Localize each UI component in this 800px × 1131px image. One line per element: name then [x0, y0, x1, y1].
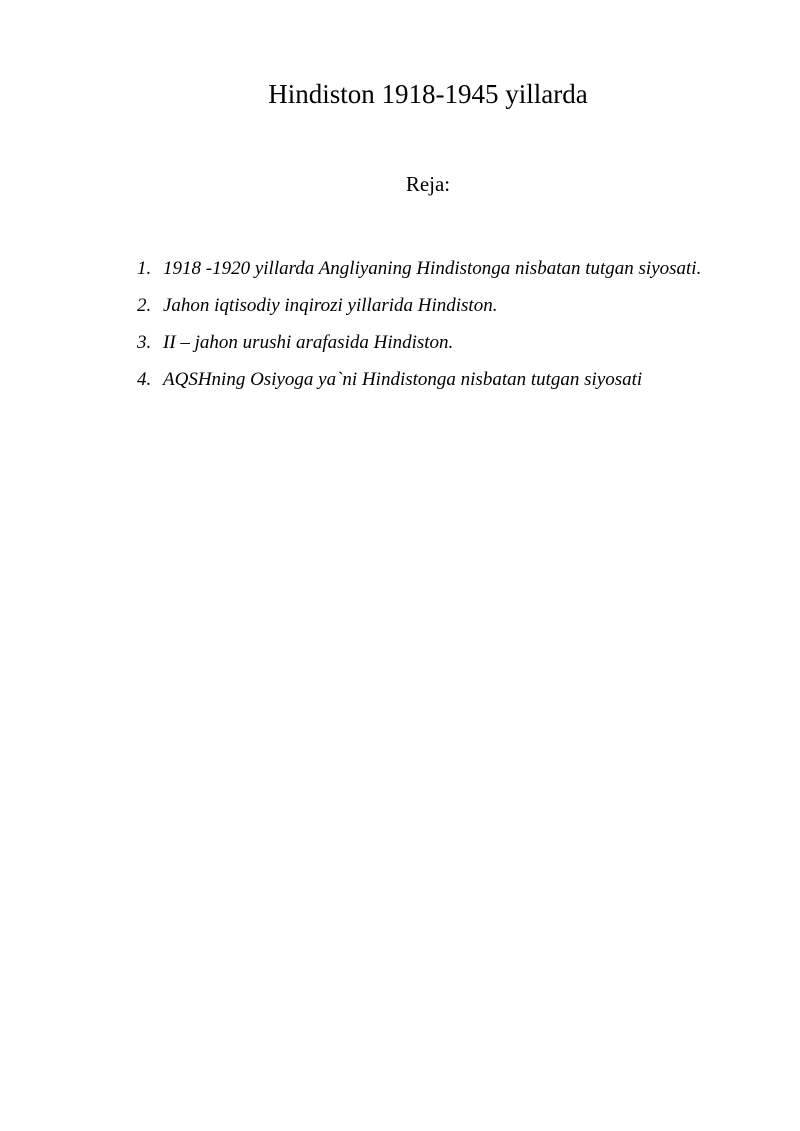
list-item — [137, 250, 717, 287]
list-item-text: Jahon iqtisodiy inqirozi yillarida Hindiston. — [163, 295, 498, 316]
list-item — [137, 324, 717, 361]
list-item-number: 1. — [137, 258, 152, 279]
list-item-text: II – jahon urushi arafasida Hindiston. — [163, 332, 454, 353]
list-item — [137, 361, 717, 398]
plan-list — [137, 250, 717, 398]
list-item-number: 3. — [137, 332, 152, 353]
list-item-text: AQSHning Osiyoga ya`ni Hindistonga nisbatan tutgan siyosati — [163, 369, 643, 390]
list-item-text: 1918 -1920 yillarda Angliyaning Hindistonga nisbatan tutgan siyosati. — [163, 258, 702, 279]
list-item-number: 2. — [137, 295, 152, 316]
list-item — [137, 287, 717, 324]
page-title: Hindiston 1918-1945 yillarda — [268, 79, 588, 109]
list-item-number: 4. — [137, 369, 152, 390]
plan-heading: Reja: — [405, 172, 451, 196]
